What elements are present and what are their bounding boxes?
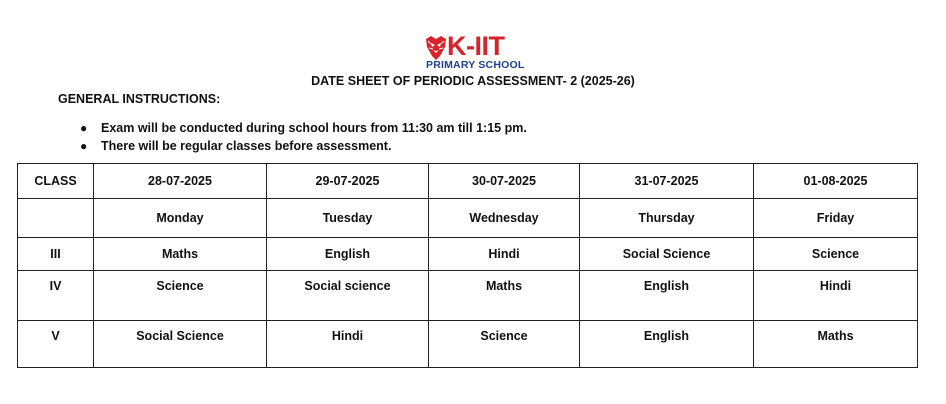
subject-cell: Hindi (267, 321, 429, 368)
subject-cell: Social Science (580, 238, 754, 271)
instruction-text: There will be regular classes before assessment. (101, 139, 392, 153)
class-cell: V (18, 321, 94, 368)
table-header-row (18, 164, 918, 199)
subject-cell: Hindi (429, 238, 580, 271)
logo-subtitle: PRIMARY SCHOOL (426, 59, 525, 71)
tiger-head-icon (424, 35, 448, 61)
header-cell: 29-07-2025 (267, 164, 429, 199)
header-cell: 01-08-2025 (754, 164, 918, 199)
subject-cell: English (267, 238, 429, 271)
day-cell: Tuesday (267, 199, 429, 238)
subject-cell: Science (94, 271, 267, 321)
school-logo (424, 31, 526, 74)
list-item (80, 137, 527, 155)
subject-cell: English (580, 321, 754, 368)
table-row (18, 271, 918, 321)
table-row (18, 238, 918, 271)
subject-cell: Maths (94, 238, 267, 271)
header-cell: CLASS (18, 164, 94, 199)
class-cell: IV (18, 271, 94, 321)
instructions-list (80, 119, 527, 155)
class-cell: III (18, 238, 94, 271)
logo-wordmark: K-IIT (447, 31, 505, 61)
header-cell: 31-07-2025 (580, 164, 754, 199)
day-cell: Friday (754, 199, 918, 238)
table-days-row (18, 199, 918, 238)
list-item (80, 119, 527, 137)
subject-cell: Science (754, 238, 918, 271)
table-row (18, 321, 918, 368)
day-cell: Thursday (580, 199, 754, 238)
subject-cell: Hindi (754, 271, 918, 321)
subject-cell: Social science (267, 271, 429, 321)
day-cell: Wednesday (429, 199, 580, 238)
date-sheet-table (17, 163, 918, 368)
subject-cell: Maths (754, 321, 918, 368)
subject-cell: Social Science (94, 321, 267, 368)
page-title: DATE SHEET OF PERIODIC ASSESSMENT- 2 (2025-26) (311, 74, 635, 88)
header-cell: 30-07-2025 (429, 164, 580, 199)
header-cell: 28-07-2025 (94, 164, 267, 199)
day-cell (18, 199, 94, 238)
instructions-heading: GENERAL INSTRUCTIONS: (58, 92, 221, 106)
bullet-icon: ● (80, 139, 88, 153)
bullet-icon: ● (80, 121, 88, 135)
day-cell: Monday (94, 199, 267, 238)
subject-cell: Science (429, 321, 580, 368)
instruction-text: Exam will be conducted during school hours from 11:30 am till 1:15 pm. (101, 121, 527, 135)
subject-cell: Maths (429, 271, 580, 321)
subject-cell: English (580, 271, 754, 321)
